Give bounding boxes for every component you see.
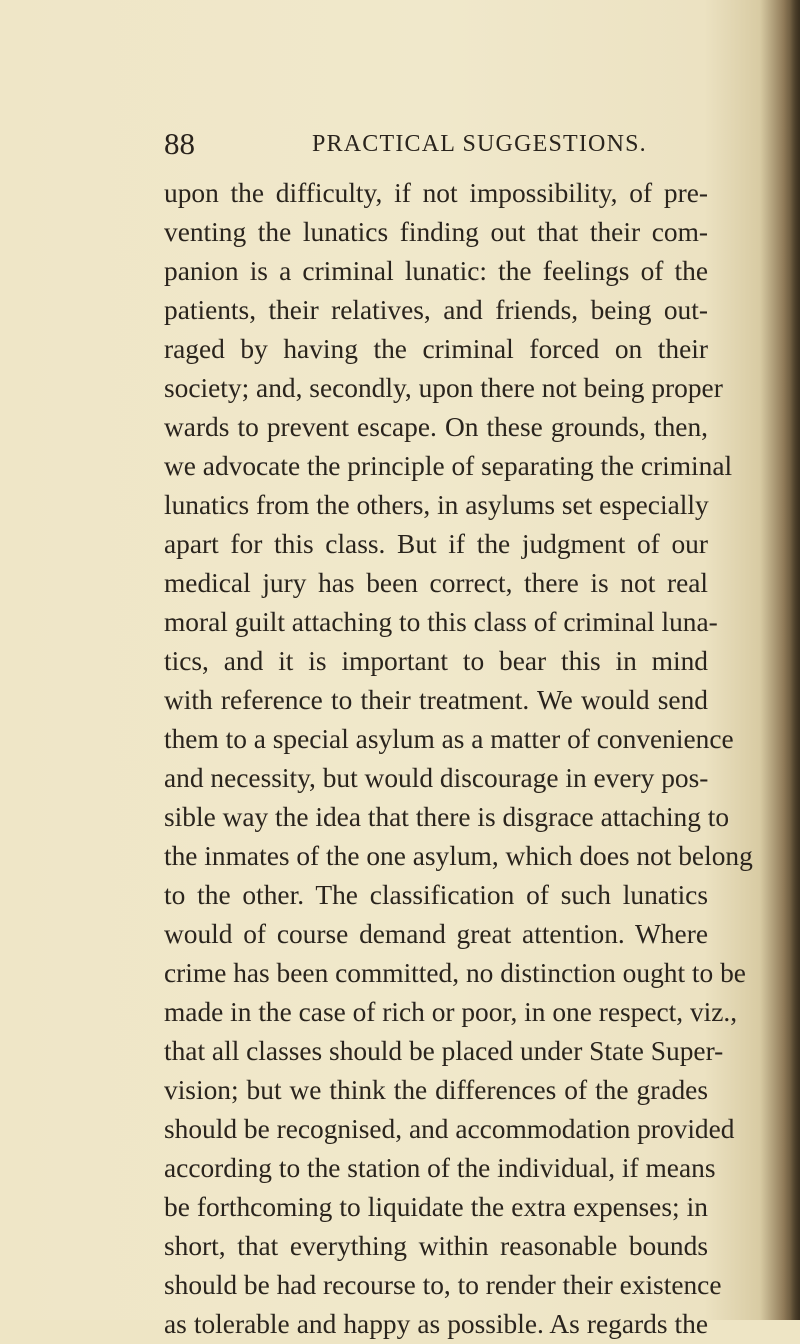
text-line: sible way the idea that there is disgrace attaching to [164, 802, 730, 832]
running-head: PRACTICAL SUGGESTIONS. [312, 131, 647, 157]
text-line: and necessity, but would discourage in every pos- [164, 763, 709, 793]
text-line: medical jury has been correct, there is not real [164, 568, 708, 598]
text-line: vision; but we think the differences of the grades [164, 1075, 708, 1105]
page-header [164, 124, 714, 164]
text-line: as tolerable and happy as possible. As regards the [164, 1309, 708, 1339]
text-line: apart for this class. But if the judgment of our [164, 529, 708, 559]
text-line: panion is a criminal lunatic: the feelings of the [164, 256, 708, 286]
text-line: according to the station of the individual, if means [164, 1153, 716, 1183]
body-text [164, 174, 753, 1344]
text-line: should be had recourse to, to render their existence [164, 1270, 722, 1300]
text-line: short, that everything within reasonable bounds [164, 1231, 708, 1261]
text-line: to the other. The classification of such lunatics [164, 880, 708, 910]
text-line: raged by having the criminal forced on their [164, 334, 708, 364]
text-line: that all classes should be placed under State Super- [164, 1036, 724, 1066]
text-line: should be recognised, and accommodation provided [164, 1114, 735, 1144]
text-line: would of course demand great attention. Where [164, 919, 708, 949]
text-line: the inmates of the one asylum, which does not belong [164, 841, 753, 871]
text-line: tics, and it is important to bear this in mind [164, 646, 708, 676]
text-line: moral guilt attaching to this class of criminal luna- [164, 607, 718, 637]
text-line: lunatics from the others, in asylums set especially [164, 490, 709, 520]
text-line: wards to prevent escape. On these grounds, then, [164, 412, 708, 442]
text-line: upon the difficulty, if not impossibility, of pre- [164, 178, 708, 208]
page-edge-shadow [782, 0, 800, 1320]
page-number: 88 [164, 126, 195, 161]
text-line: we advocate the principle of separating the criminal [164, 451, 733, 481]
text-line: society; and, secondly, upon there not being proper [164, 373, 723, 403]
text-line: crime has been committed, no distinction ought to be [164, 958, 746, 988]
text-line: venting the lunatics finding out that their com- [164, 217, 708, 247]
text-line: made in the case of rich or poor, in one respect, viz., [164, 997, 738, 1027]
text-line: patients, their relatives, and friends, being out- [164, 295, 708, 325]
text-line: with reference to their treatment. We would send [164, 685, 708, 715]
text-line: them to a special asylum as a matter of convenience [164, 724, 734, 754]
text-line: be forthcoming to liquidate the extra expenses; in [164, 1192, 708, 1222]
